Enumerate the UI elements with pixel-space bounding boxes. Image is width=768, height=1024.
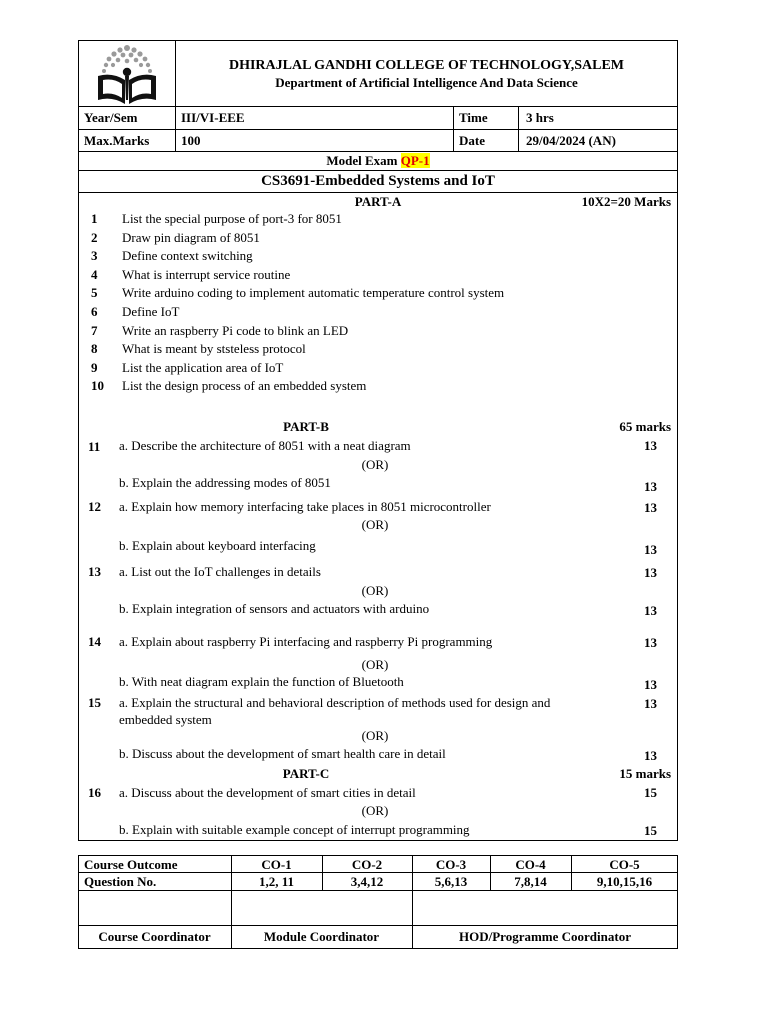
rule	[518, 106, 519, 151]
part-a-title: PART-A	[354, 194, 402, 209]
question-text: a. Explain about raspberry Pi interfacing and raspberry Pi programming	[119, 634, 493, 649]
college-logo-icon	[92, 42, 162, 106]
question-number: 16	[88, 785, 101, 800]
question-number: 10	[91, 378, 104, 393]
rule	[453, 106, 454, 151]
co-questions: 3,4,12	[350, 874, 384, 889]
rule	[78, 192, 678, 193]
question-marks: 13	[644, 542, 657, 557]
question-marks: 13	[644, 603, 657, 618]
question-marks: 13	[644, 748, 657, 763]
question-text: b. Explain with suitable example concept of interrupt programming	[119, 822, 470, 837]
co-header: CO-3	[435, 857, 467, 872]
co-header: CO-2	[351, 857, 383, 872]
question-text: List the design process of an embedded system	[122, 378, 367, 393]
hod-coordinator-label: HOD/Programme Coordinator	[459, 929, 631, 944]
question-text: b. Explain the addressing modes of 8051	[119, 475, 331, 490]
or-separator: (OR)	[361, 583, 389, 598]
question-number: 15	[88, 695, 101, 710]
year-value: III/VI-EEE	[181, 110, 245, 125]
question-text: a. Explain how memory interfacing take places in 8051 microcontroller	[119, 499, 491, 514]
time-label: Time	[459, 110, 488, 125]
rule	[78, 925, 678, 926]
question-text: b. With neat diagram explain the function of Bluetooth	[119, 674, 404, 689]
part-b-title: PART-B	[283, 419, 329, 434]
part-c-marks: 15 marks	[619, 766, 671, 781]
or-separator: (OR)	[361, 803, 389, 818]
rule	[78, 151, 678, 152]
question-text: Define context switching	[122, 248, 253, 263]
part-a-marks: 10X2=20 Marks	[581, 194, 671, 209]
question-text: b. Discuss about the development of smart health care in detail	[119, 746, 446, 761]
department-name: Department of Artificial Intelligence And Data Science	[275, 75, 578, 90]
question-number: 8	[91, 341, 98, 356]
question-text: List the application area of IoT	[122, 360, 284, 375]
question-marks: 13	[644, 677, 657, 692]
question-text: a. Explain the structural and behavioral description of methods used for design and	[119, 695, 551, 710]
question-marks: 13	[644, 635, 657, 650]
exam-title	[78, 153, 678, 169]
question-number: 3	[91, 248, 98, 263]
question-marks: 13	[644, 500, 657, 515]
question-marks: 15	[644, 823, 657, 838]
question-marks: 13	[644, 438, 657, 453]
co-questions: 9,10,15,16	[596, 874, 653, 889]
rule	[78, 129, 678, 130]
question-text: b. Explain integration of sensors and actuators with arduino	[119, 601, 430, 616]
rule	[78, 106, 678, 107]
course-coordinator-label: Course Coordinator	[98, 929, 211, 944]
or-separator: (OR)	[361, 517, 389, 532]
rule	[78, 890, 678, 891]
module-coordinator-label: Module Coordinator	[263, 929, 380, 944]
question-number: 1	[91, 211, 98, 226]
question-number: 7	[91, 323, 98, 338]
question-text: Write an raspberry Pi code to blink an LED	[122, 323, 349, 338]
question-number: 6	[91, 304, 98, 319]
question-text: Define IoT	[122, 304, 180, 319]
college-name: DHIRAJLAL GANDHI COLLEGE OF TECHNOLOGY,SALEM	[228, 58, 625, 73]
or-separator: (OR)	[361, 657, 389, 672]
question-number: 13	[88, 564, 101, 579]
or-separator: (OR)	[361, 457, 389, 472]
question-text: a. List out the IoT challenges in details	[119, 564, 321, 579]
co-header: CO-1	[261, 857, 292, 872]
question-text-continued: embedded system	[119, 712, 212, 727]
question-text: a. Discuss about the development of smart cities in detail	[119, 785, 416, 800]
question-marks: 13	[644, 565, 657, 580]
co-questions: 1,2, 11	[258, 874, 295, 889]
question-text: Draw pin diagram of 8051	[122, 230, 260, 245]
question-marks: 13	[644, 696, 657, 711]
question-text: What is meant by ststeless protocol	[122, 341, 306, 356]
course-outcome-label: Course Outcome	[84, 857, 178, 872]
question-marks: 13	[644, 479, 657, 494]
question-marks: 15	[644, 785, 657, 800]
marks-label: Max.Marks	[84, 133, 150, 148]
question-number: 5	[91, 285, 98, 300]
part-b-marks: 65 marks	[619, 419, 671, 434]
course-title: CS3691-Embedded Systems and IoT	[261, 173, 495, 189]
exam-title-text: Model Exam	[326, 153, 401, 168]
part-c-title: PART-C	[282, 766, 330, 781]
question-number: 12	[88, 499, 101, 514]
year-label: Year/Sem	[84, 110, 138, 125]
qp-tag: QP-1	[400, 153, 430, 168]
question-text: a. Describe the architecture of 8051 with a neat diagram	[119, 438, 411, 453]
marks-value: 100	[181, 133, 201, 148]
rule	[175, 106, 176, 151]
co-header: CO-4	[515, 857, 546, 872]
question-number: 9	[91, 360, 98, 375]
date-label: Date	[459, 133, 485, 148]
question-number: 4	[91, 267, 98, 282]
question-text: b. Explain about keyboard interfacing	[119, 538, 316, 553]
question-text: Write arduino coding to implement automatic temperature control system	[122, 285, 505, 300]
date-value: 29/04/2024 (AN)	[526, 133, 616, 148]
co-header: CO-5	[609, 857, 640, 872]
time-value: 3 hrs	[526, 110, 554, 125]
question-text: List the special purpose of port-3 for 8051	[122, 211, 342, 226]
question-number: 2	[91, 230, 98, 245]
or-separator: (OR)	[361, 728, 389, 743]
question-no-label: Question No.	[84, 874, 157, 889]
question-text: What is interrupt service routine	[122, 267, 291, 282]
question-number: 11	[88, 439, 101, 454]
co-questions: 5,6,13	[434, 874, 468, 889]
question-number: 14	[88, 634, 101, 649]
co-questions: 7,8,14	[514, 874, 547, 889]
rule	[78, 170, 678, 171]
